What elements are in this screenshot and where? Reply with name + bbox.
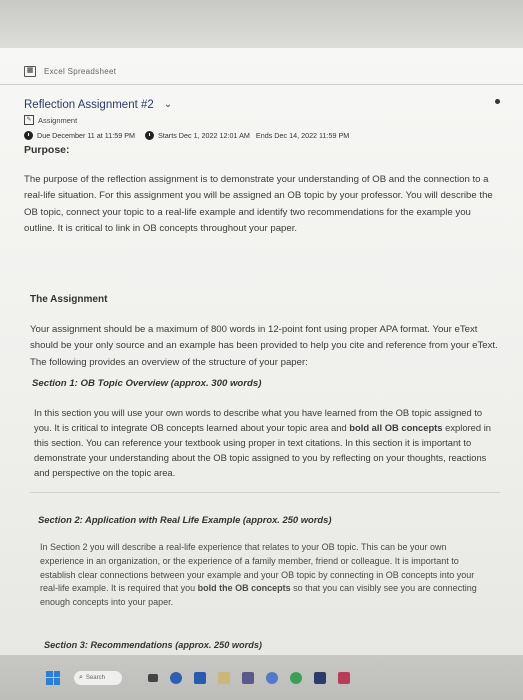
browser-icon[interactable]: [290, 672, 302, 684]
section2-text-b: so that you can visibly see you are connecting enough concepts into your paper.: [40, 583, 477, 608]
section1-heading: Section 1: OB Topic Overview (approx. 300 words): [32, 378, 262, 389]
assignment-icon: ✎: [24, 115, 34, 125]
assignment-paragraph: Your assignment should be a maximum of 800 words in 12-point font using proper APA format. Your eText should be your only source and an example has been provided to help you cite and reference from your eText. The following provides an overview of the structure of your paper:: [30, 324, 498, 368]
section-divider: [30, 492, 500, 493]
browser-tab-row: [0, 58, 523, 85]
taskbar: [0, 655, 523, 700]
section1-text-a: In this section you will use your own words to describe what you have learned from the OB topic assigned to you. It is critical to integrate OB concepts learned about your topic area and: [34, 407, 483, 433]
widgets-icon[interactable]: [170, 672, 182, 684]
date-row: [24, 131, 504, 140]
section2-text-a: In Section 2 you will describe a real-life experience that relates to your OB topic. This can be your own experience in an organization, or the experience of a family member, friend or colleague. It is important to establish clear connections between your example and your OB topic by connecting in OB concepts into your real-life example. It is required that you: [40, 542, 475, 594]
assignment-title[interactable]: Reflection Assignment #2: [24, 99, 154, 111]
due-date: Due December 11 at 11:59 PM: [37, 131, 136, 140]
section3-heading: Section 3: Recommendations (approx. 250 words): [44, 640, 262, 650]
spreadsheet-icon: ▦: [24, 66, 36, 77]
tab-label[interactable]: Excel Spreadsheet: [44, 66, 117, 76]
app-icon-2[interactable]: [338, 672, 350, 684]
windows-start-icon[interactable]: [46, 671, 60, 685]
section1-paragraph: [34, 405, 494, 480]
assignment-type-label: Assignment: [38, 115, 78, 125]
assignment-heading: The Assignment: [30, 294, 108, 305]
app-icon[interactable]: [314, 672, 326, 684]
task-view-icon[interactable]: [148, 674, 158, 682]
section2-paragraph: [40, 541, 492, 610]
end-date: Ends Dec 14, 2022 11:59 PM: [255, 131, 350, 140]
store-icon[interactable]: [242, 672, 254, 684]
purpose-paragraph: The purpose of the reflection assignment is to demonstrate your understanding of OB and the connection to a real-life situation. For this assignment you will be assigned an OB topic by your professor. You will describe the OB topic, connect your topic to a real-life example and identify two recommendations for the example you outline. It is critical to link in OB concepts throughout your paper.: [24, 174, 493, 235]
top-strip: [0, 0, 523, 48]
more-options-icon[interactable]: [495, 99, 500, 104]
section2-bold: bold the OB concepts: [197, 583, 291, 594]
section1-text-b: explored in this section. You can reference your textbook using proper in text citations. In this section it is important to demonstrate your understanding about the OB topic assigned to you by reflecting on your thoughts, reactions and perspective on the topic area.: [34, 422, 491, 478]
assignment-header: [24, 99, 504, 156]
section1-bold: bold all OB concepts: [349, 422, 443, 433]
search-icon: ⌕: [79, 673, 83, 681]
taskbar-search[interactable]: [74, 671, 122, 685]
chat-icon[interactable]: [194, 672, 206, 684]
settings-icon[interactable]: [266, 672, 278, 684]
chevron-down-icon[interactable]: ⌄: [163, 99, 173, 110]
purpose-heading: Purpose:: [24, 144, 70, 156]
clock-icon: [24, 131, 33, 140]
search-placeholder: Search: [85, 674, 105, 681]
section2-heading: Section 2: Application with Real Life Example (approx. 250 words): [38, 514, 332, 525]
clock-icon: [145, 131, 154, 140]
file-explorer-icon[interactable]: [218, 672, 230, 684]
start-date: Starts Dec 1, 2022 12:01 AM: [158, 131, 250, 140]
